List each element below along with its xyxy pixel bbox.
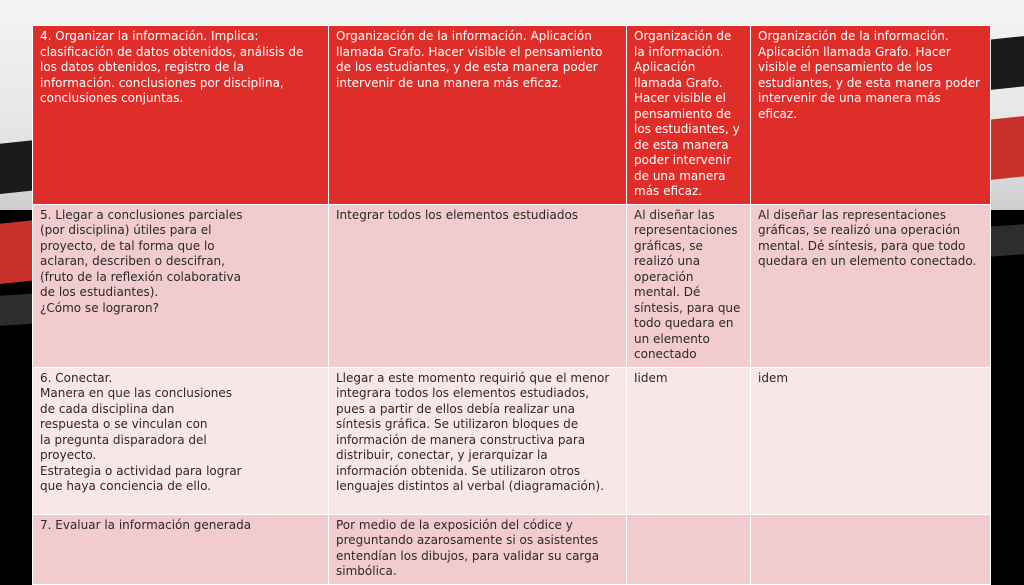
table-cell: Organización de la información. Aplicación llamada Grafo. Hacer visible el pensamiento de los estudiantes, y de esta manera poder intervenir de una manera más eficaz. bbox=[329, 26, 627, 205]
table-cell: Integrar todos los elementos estudiados bbox=[329, 204, 627, 367]
table-row bbox=[33, 204, 991, 367]
table-cell: 7. Evaluar la información generada bbox=[33, 514, 329, 584]
table-container bbox=[32, 25, 990, 585]
table-cell: 6. Conectar. Manera en que las conclusiones de cada disciplina dan respuesta o se vinculan con la pregunta disparadora del proyecto. Estrategia o actividad para lograr que haya conciencia de ello. bbox=[33, 367, 329, 514]
information-table bbox=[32, 25, 991, 585]
table-cell: Llegar a este momento requirió que el menor integrara todos los elementos estudiados, pues a partir de ellos debía realizar una síntesis gráfica. Se utilizaron bloques de información de manera constructiva para distribuir, conectar, y jerarquizar la información obtenida. Se utilizaron otros lenguajes distintos al verbal (diagramación). bbox=[329, 367, 627, 514]
table-cell: Organización de la información. Aplicación llamada Grafo. Hacer visible el pensamiento de los estudiantes, y de esta manera poder intervenir de una manera más eficaz. bbox=[751, 26, 991, 205]
table-cell: Al diseñar las representaciones gráficas, se realizó una operación mental. Dé síntesis, para que todo quedara en un elemento conectado. bbox=[751, 204, 991, 367]
table-row bbox=[33, 367, 991, 514]
table-cell: Por medio de la exposición del códice y preguntando azarosamente si os asistentes entendían los dibujos, para validar su carga simbólica. bbox=[329, 514, 627, 584]
table-cell bbox=[627, 514, 751, 584]
table-cell: idem bbox=[751, 367, 991, 514]
table-row bbox=[33, 514, 991, 584]
table-cell: Iidem bbox=[627, 367, 751, 514]
table-cell bbox=[751, 514, 991, 584]
table-cell: 5. Llegar a conclusiones parciales (por disciplina) útiles para el proyecto, de tal forma que lo aclaran, describen o descifran, (fruto de la reflexión colaborativa de los estudiantes). ¿Cómo se lograron? bbox=[33, 204, 329, 367]
table-cell: Organización de la información. Aplicación llamada Grafo. Hacer visible el pensamiento de los estudiantes, y de esta manera poder intervenir de una manera más eficaz. bbox=[627, 26, 751, 205]
table-cell: Al diseñar las representaciones gráficas, se realizó una operación mental. Dé síntesis, para que todo quedara en un elemento conectado bbox=[627, 204, 751, 367]
table-cell: 4. Organizar la información. Implica: clasificación de datos obtenidos, análisis de los datos obtenidos, registro de la información. conclusiones por disciplina, conclusiones conjuntas. bbox=[33, 26, 329, 205]
table-row bbox=[33, 26, 991, 205]
